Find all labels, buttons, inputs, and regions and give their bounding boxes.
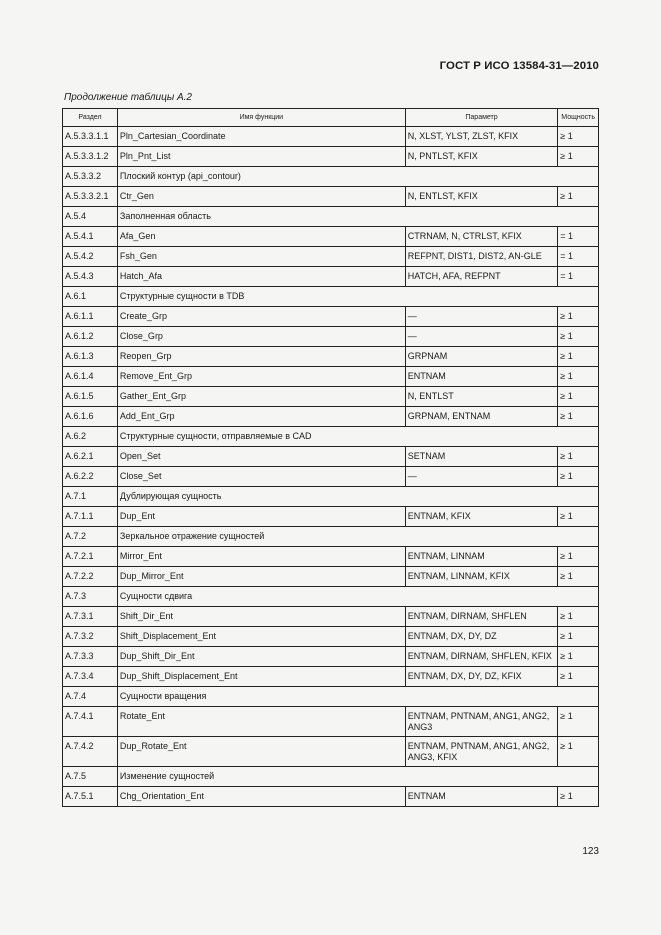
function-name-cell: Shift_Dir_Ent: [117, 607, 405, 627]
column-header-power: Мощность: [558, 109, 599, 127]
section-cell: A.7.3.3: [63, 647, 118, 667]
function-name-cell: Dup_Shift_Displacement_Ent: [117, 667, 405, 687]
table-caption: Продолжение таблицы А.2: [64, 92, 192, 103]
parameter-cell: HATCH, AFA, REFPNT: [405, 267, 558, 287]
power-cell: ≥ 1: [558, 647, 599, 667]
function-name-cell: Rotate_Ent: [117, 707, 405, 737]
power-cell: ≥ 1: [558, 627, 599, 647]
table-row: [63, 347, 599, 367]
power-cell: ≥ 1: [558, 147, 599, 167]
parameter-cell: REFPNT, DIST1, DIST2, AN-GLE: [405, 247, 558, 267]
table-row: [63, 647, 599, 667]
section-cell: A.5.3.3.2.1: [63, 187, 118, 207]
power-cell: ≥ 1: [558, 737, 599, 767]
table-row: [63, 607, 599, 627]
section-cell: A.7.4.2: [63, 737, 118, 767]
parameter-cell: ENTNAM, LINNAM: [405, 547, 558, 567]
power-cell: ≥ 1: [558, 447, 599, 467]
parameter-cell: N, ENTLST, KFIX: [405, 187, 558, 207]
function-name-cell: Create_Grp: [117, 307, 405, 327]
section-cell: A.7.2.1: [63, 547, 118, 567]
section-cell: A.5.3.3.2: [63, 167, 118, 187]
section-cell: A.6.1.5: [63, 387, 118, 407]
section-cell: A.7.4: [63, 687, 118, 707]
table-row: [63, 707, 599, 737]
table-row: [63, 267, 599, 287]
function-name-cell: Pln_Cartesian_Coordinate: [117, 127, 405, 147]
section-cell: A.7.3.4: [63, 667, 118, 687]
group-title-cell: Дублирующая сущность: [117, 487, 598, 507]
function-name-cell: Close_Set: [117, 467, 405, 487]
parameter-cell: —: [405, 327, 558, 347]
section-cell: A.6.1.4: [63, 367, 118, 387]
group-title-cell: Заполненная область: [117, 207, 598, 227]
power-cell: = 1: [558, 267, 599, 287]
section-cell: A.5.3.3.1.2: [63, 147, 118, 167]
group-title-cell: Зеркальное отражение сущностей: [117, 527, 598, 547]
parameter-cell: GRPNAM: [405, 347, 558, 367]
section-cell: A.7.2: [63, 527, 118, 547]
function-name-cell: Ctr_Gen: [117, 187, 405, 207]
group-title-cell: Изменение сущностей: [117, 767, 598, 787]
function-name-cell: Gather_Ent_Grp: [117, 387, 405, 407]
power-cell: ≥ 1: [558, 547, 599, 567]
function-name-cell: Open_Set: [117, 447, 405, 467]
table-row: [63, 567, 599, 587]
table-group-row: [63, 287, 599, 307]
section-cell: A.6.1.2: [63, 327, 118, 347]
function-name-cell: Remove_Ent_Grp: [117, 367, 405, 387]
section-cell: A.7.3.2: [63, 627, 118, 647]
function-name-cell: Reopen_Grp: [117, 347, 405, 367]
power-cell: ≥ 1: [558, 347, 599, 367]
table-group-row: [63, 487, 599, 507]
table-header-row: [63, 109, 599, 127]
table-group-row: [63, 427, 599, 447]
function-name-cell: Mirror_Ent: [117, 547, 405, 567]
parameter-cell: N, XLST, YLST, ZLST, KFIX: [405, 127, 558, 147]
parameter-cell: ENTNAM, DX, DY, DZ, KFIX: [405, 667, 558, 687]
parameter-cell: ENTNAM, DIRNAM, SHFLEN: [405, 607, 558, 627]
function-name-cell: Afa_Gen: [117, 227, 405, 247]
function-name-cell: Hatch_Afa: [117, 267, 405, 287]
parameter-cell: ENTNAM: [405, 787, 558, 807]
function-name-cell: Add_Ent_Grp: [117, 407, 405, 427]
power-cell: ≥ 1: [558, 507, 599, 527]
function-name-cell: Shift_Displacement_Ent: [117, 627, 405, 647]
power-cell: ≥ 1: [558, 387, 599, 407]
table-group-row: [63, 167, 599, 187]
parameter-cell: N, ENTLST: [405, 387, 558, 407]
column-header-parameter: Параметр: [405, 109, 558, 127]
parameter-cell: N, PNTLST, KFIX: [405, 147, 558, 167]
group-title-cell: Сущности сдвига: [117, 587, 598, 607]
section-cell: A.6.2.1: [63, 447, 118, 467]
section-cell: A.6.1: [63, 287, 118, 307]
parameter-cell: CTRNAM, N, CTRLST, KFIX: [405, 227, 558, 247]
function-name-cell: Close_Grp: [117, 327, 405, 347]
section-cell: A.5.4.3: [63, 267, 118, 287]
table-row: [63, 787, 599, 807]
table-row: [63, 547, 599, 567]
parameter-cell: ENTNAM, DIRNAM, SHFLEN, KFIX: [405, 647, 558, 667]
parameter-cell: ENTNAM: [405, 367, 558, 387]
power-cell: ≥ 1: [558, 667, 599, 687]
parameter-cell: —: [405, 307, 558, 327]
parameter-cell: ENTNAM, PNTNAM, ANG1, ANG2, ANG3: [405, 707, 558, 737]
power-cell: ≥ 1: [558, 567, 599, 587]
table-row: [63, 737, 599, 767]
table-row: [63, 667, 599, 687]
parameter-cell: ENTNAM, PNTNAM, ANG1, ANG2, ANG3, KFIX: [405, 737, 558, 767]
section-cell: A.5.4: [63, 207, 118, 227]
column-header-section: Раздел: [63, 109, 118, 127]
power-cell: ≥ 1: [558, 307, 599, 327]
group-title-cell: Структурные сущности, отправляемые в CAD: [117, 427, 598, 447]
power-cell: ≥ 1: [558, 127, 599, 147]
table-row: [63, 227, 599, 247]
section-cell: A.5.4.2: [63, 247, 118, 267]
function-name-cell: Dup_Rotate_Ent: [117, 737, 405, 767]
section-cell: A.7.3.1: [63, 607, 118, 627]
function-name-cell: Dup_Ent: [117, 507, 405, 527]
table-body: [63, 127, 599, 807]
table-group-row: [63, 587, 599, 607]
function-name-cell: Fsh_Gen: [117, 247, 405, 267]
column-header-function-name: Имя функции: [117, 109, 405, 127]
power-cell: ≥ 1: [558, 407, 599, 427]
parameter-cell: ENTNAM, DX, DY, DZ: [405, 627, 558, 647]
table-row: [63, 367, 599, 387]
table-row: [63, 387, 599, 407]
section-cell: A.5.4.1: [63, 227, 118, 247]
table-row: [63, 187, 599, 207]
table-row: [63, 407, 599, 427]
group-title-cell: Сущности вращения: [117, 687, 598, 707]
power-cell: ≥ 1: [558, 707, 599, 737]
table-row: [63, 447, 599, 467]
table-row: [63, 127, 599, 147]
function-name-cell: Chg_Orientation_Ent: [117, 787, 405, 807]
group-title-cell: Плоский контур (api_contour): [117, 167, 598, 187]
table-row: [63, 147, 599, 167]
functions-table: [62, 108, 599, 807]
parameter-cell: SETNAM: [405, 447, 558, 467]
power-cell: ≥ 1: [558, 607, 599, 627]
function-name-cell: Dup_Mirror_Ent: [117, 567, 405, 587]
power-cell: ≥ 1: [558, 187, 599, 207]
section-cell: A.6.2: [63, 427, 118, 447]
power-cell: = 1: [558, 247, 599, 267]
section-cell: A.7.5: [63, 767, 118, 787]
parameter-cell: ENTNAM, LINNAM, KFIX: [405, 567, 558, 587]
section-cell: A.6.1.6: [63, 407, 118, 427]
section-cell: A.7.1: [63, 487, 118, 507]
table-row: [63, 627, 599, 647]
table-group-row: [63, 767, 599, 787]
section-cell: A.6.1.3: [63, 347, 118, 367]
table-row: [63, 247, 599, 267]
table-group-row: [63, 527, 599, 547]
page-number: 123: [582, 846, 599, 857]
power-cell: ≥ 1: [558, 467, 599, 487]
table-group-row: [63, 687, 599, 707]
document-header: ГОСТ Р ИСО 13584-31—2010: [439, 60, 599, 72]
table-group-row: [63, 207, 599, 227]
parameter-cell: ENTNAM, KFIX: [405, 507, 558, 527]
power-cell: = 1: [558, 227, 599, 247]
section-cell: A.7.3: [63, 587, 118, 607]
section-cell: A.7.1.1: [63, 507, 118, 527]
table-row: [63, 467, 599, 487]
table-row: [63, 307, 599, 327]
section-cell: A.7.4.1: [63, 707, 118, 737]
function-name-cell: Dup_Shift_Dir_Ent: [117, 647, 405, 667]
parameter-cell: GRPNAM, ENTNAM: [405, 407, 558, 427]
power-cell: ≥ 1: [558, 787, 599, 807]
section-cell: A.5.3.3.1.1: [63, 127, 118, 147]
section-cell: A.7.5.1: [63, 787, 118, 807]
table-row: [63, 327, 599, 347]
section-cell: A.7.2.2: [63, 567, 118, 587]
function-name-cell: Pln_Pnt_List: [117, 147, 405, 167]
parameter-cell: —: [405, 467, 558, 487]
group-title-cell: Структурные сущности в TDB: [117, 287, 598, 307]
section-cell: A.6.1.1: [63, 307, 118, 327]
power-cell: ≥ 1: [558, 327, 599, 347]
table-row: [63, 507, 599, 527]
section-cell: A.6.2.2: [63, 467, 118, 487]
power-cell: ≥ 1: [558, 367, 599, 387]
